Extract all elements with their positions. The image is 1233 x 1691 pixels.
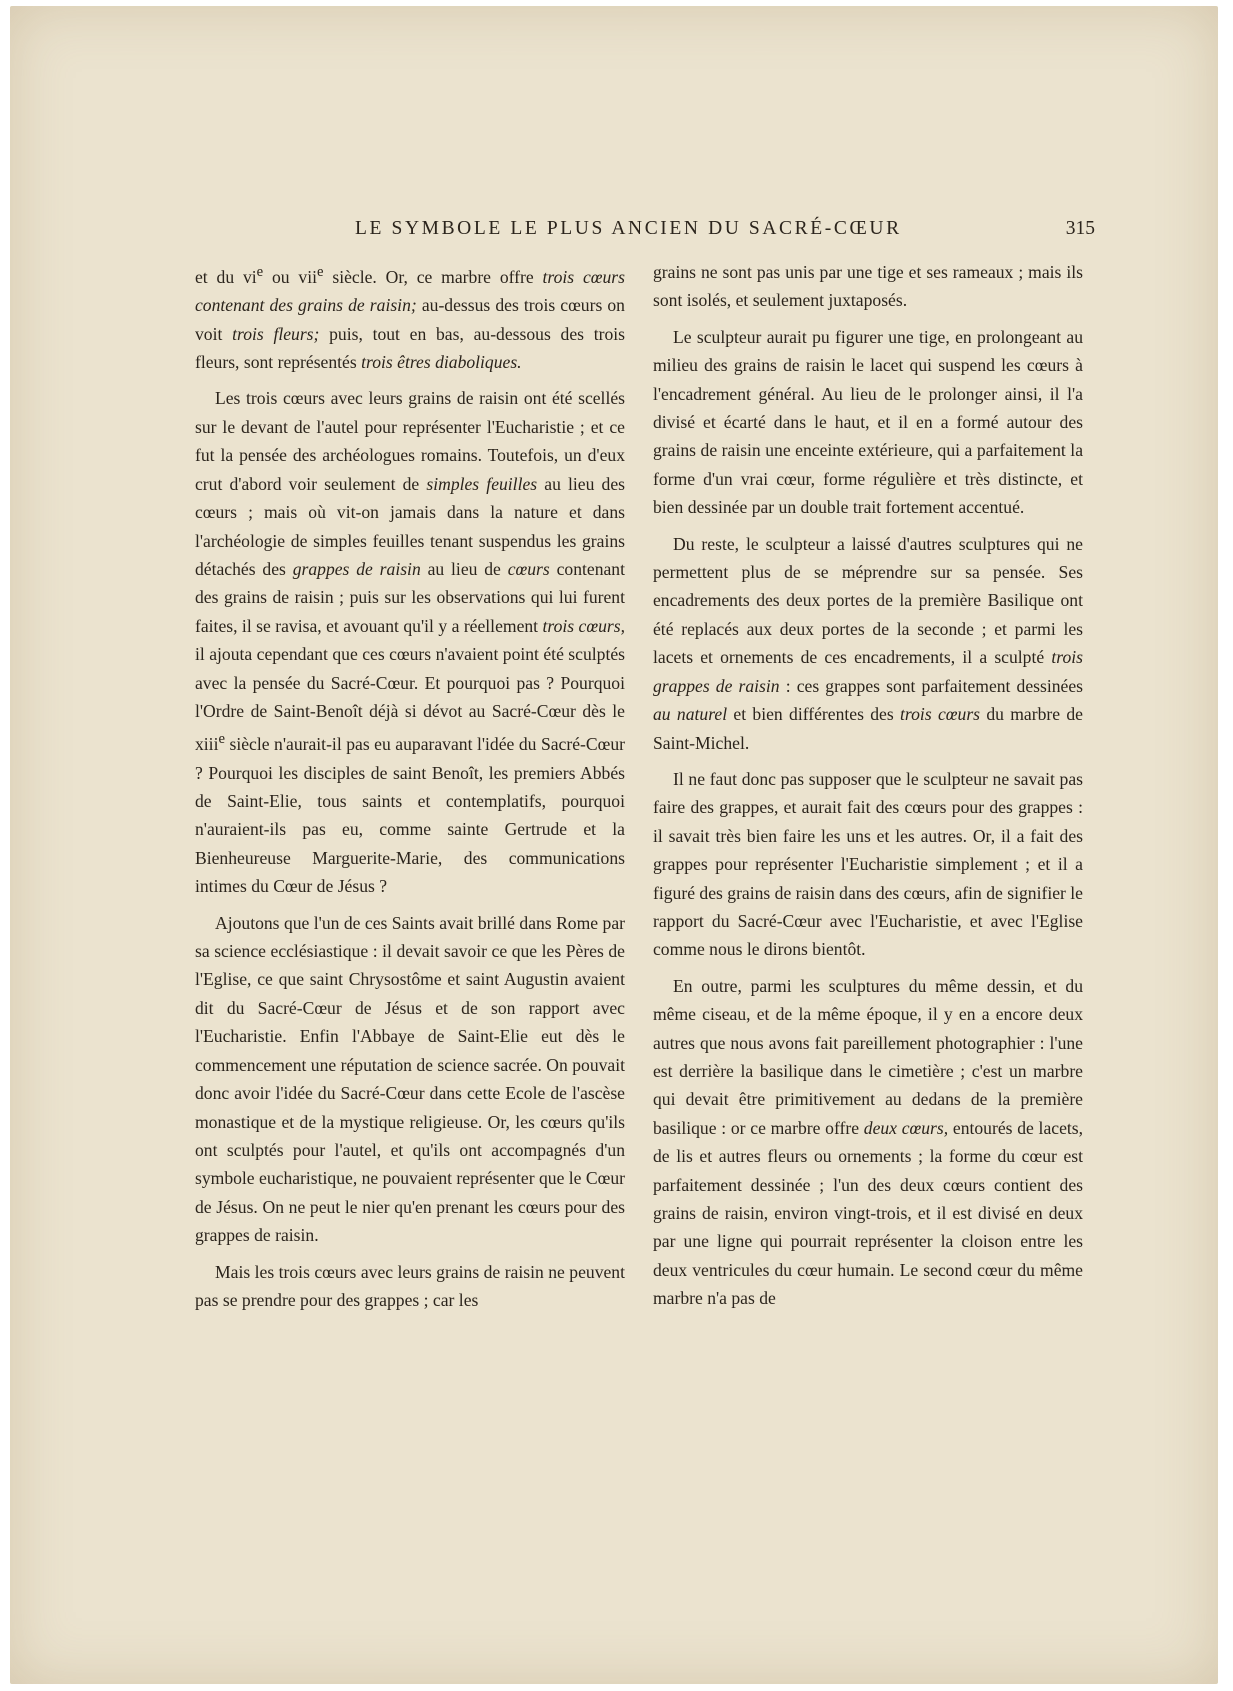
paragraph: Il ne faut donc pas supposer que le sculpteur ne savait pas faire des grappes, et aurait fait des cœurs pour des grappes : il savait très bien faire les uns et les autres. Or, il a fait des grappes pour représenter l'Eucharistie simplement ; et il a figuré des grains de raisin dans des cœurs, afin de signifier le rapport du Sacré-Cœur avec l'Eucharistie, et avec l'Eglise comme nous le dirons bientôt. xyxy=(653,768,1083,960)
paragraph: Ajoutons que l'un de ces Saints avait brillé dans Rome par sa science ecclésiastique : il devait savoir ce que les Pères de l'Eglise, ce que saint Chrysostôme et saint Augustin avaient dit du Sacré-Cœur de Jésus et de son rapport avec l'Eucharistie. Enfin l'Abbaye de Saint-Elie eut dès le commencement une réputation de science sacrée. On pouvait donc avoir l'idée du Sacré-Cœur dans cette Ecole de l'ascèse monastique et de la mystique religieuse. Or, les cœurs qu'ils ont sculptés pour l'autel, et qu'ils ont accompagnés d'un symbole eucharistique, ne pouvaient représenter que le Cœur de Jésus. On ne peut le nier qu'en prenant les cœurs pour des grappes de raisin. xyxy=(195,912,625,1246)
paragraph: Le sculpteur aurait pu figurer une tige, en prolongeant au milieu des grains de raisin le lacet qui suspend les cœurs à l'encadrement général. Au lieu de le prolonger ainsi, il l'a divisé et écarté dans le haut, et il en a formé autour des grains de raisin une enceinte extérieure, qui a parfaitement la forme d'un vrai cœur, forme régulière et très distincte, et bien dessinée par un double trait fortement accentué. xyxy=(653,326,1083,518)
text-column-right xyxy=(653,258,1083,1313)
running-title: LE SYMBOLE LE PLUS ANCIEN DU SACRÉ-CŒUR xyxy=(355,218,902,239)
paragraph: Mais les trois cœurs avec leurs grains de raisin ne peuvent pas se prendre pour des grappes ; car les xyxy=(195,1261,625,1310)
running-head xyxy=(205,218,1095,244)
page-number: 315 xyxy=(1065,218,1095,239)
paragraph: Les trois cœurs avec leurs grains de raisin ont été scellés sur le devant de l'autel pour représenter l'Eucharistie ; et ce fut la pensée des archéologues romains. Toutefois, un d'eux crut d'abord voir seulement de simples feuilles au lieu des cœurs ; mais où vit-on jamais dans la nature et dans l'archéologie de simples feuilles tenant suspendus les grains détachés des grappes de raisin au lieu de cœurs contenant des grains de raisin ; puis sur les observations qui lui furent faites, il se ravisa, et avouant qu'il y a réellement trois cœurs, il ajouta cependant que ces cœurs n'avaient point été sculptés avec la pensée du Sacré-Cœur. Et pourquoi pas ? Pourquoi l'Ordre de Saint-Benoît déjà si dévot au Sacré-Cœur dès le xiii$^e$ siècle n'aurait-il pas eu auparavant l'idée du Sacré-Cœur ? Pourquoi les disciples de saint Benoît, les premiers Abbés de Saint-Elie, tous saints et contemplatifs, pourquoi n'auraient-ils pas eu, comme sainte Gertrude et la Bienheureuse Marguerite-Marie, des communications intimes du Cœur de Jésus ? xyxy=(195,388,625,897)
paragraph: En outre, parmi les sculptures du même dessin, et du même ciseau, et de la même époque, il y en a encore deux autres que nous avons fait pareillement photographier : l'une est derrière la basilique dans le cimetière ; c'est un marbre qui devait être primitivement au dedans de la première basilique : or ce marbre offre deux cœurs, entourés de lacets, de lis et autres fleurs ou ornements ; la forme du cœur est parfaitement dessinée ; l'un des deux cœurs contient des grains de raisin, environ vingt-trois, et il est divisé en deux par une ligne qui pourrait représenter la cloison entre les deux ventricules du cœur humain. Le second cœur du même marbre n'a pas de xyxy=(653,975,1084,1309)
paragraph: et du $vi^e$ ou vii$^e$ siècle. Or, ce marbre offre trois cœurs contenant des grains de raisin; au-dessus des trois cœurs on voit trois fleurs; puis, tout en bas, au-dessous des trois fleurs, sont représentés trois êtres diaboliques. xyxy=(195,264,625,373)
text-column-left xyxy=(195,258,625,1314)
paragraph: grains ne sont pas unis par une tige et ses rameaux ; mais ils sont isolés, et seulement juxtaposés. xyxy=(653,262,1083,311)
paragraph: Du reste, le sculpteur a laissé d'autres sculptures qui ne permettent plus de se méprendre sur sa pensée. Ses encadrements des deux portes de la première Basilique ont été replacés aux deux portes de la seconde ; et parmi les lacets et ornements de ces encadrements, il a sculpté trois grappes de raisin : ces grappes sont parfaitement dessinées au naturel et bien différentes des trois cœurs du marbre de Saint-Michel. xyxy=(653,533,1084,753)
